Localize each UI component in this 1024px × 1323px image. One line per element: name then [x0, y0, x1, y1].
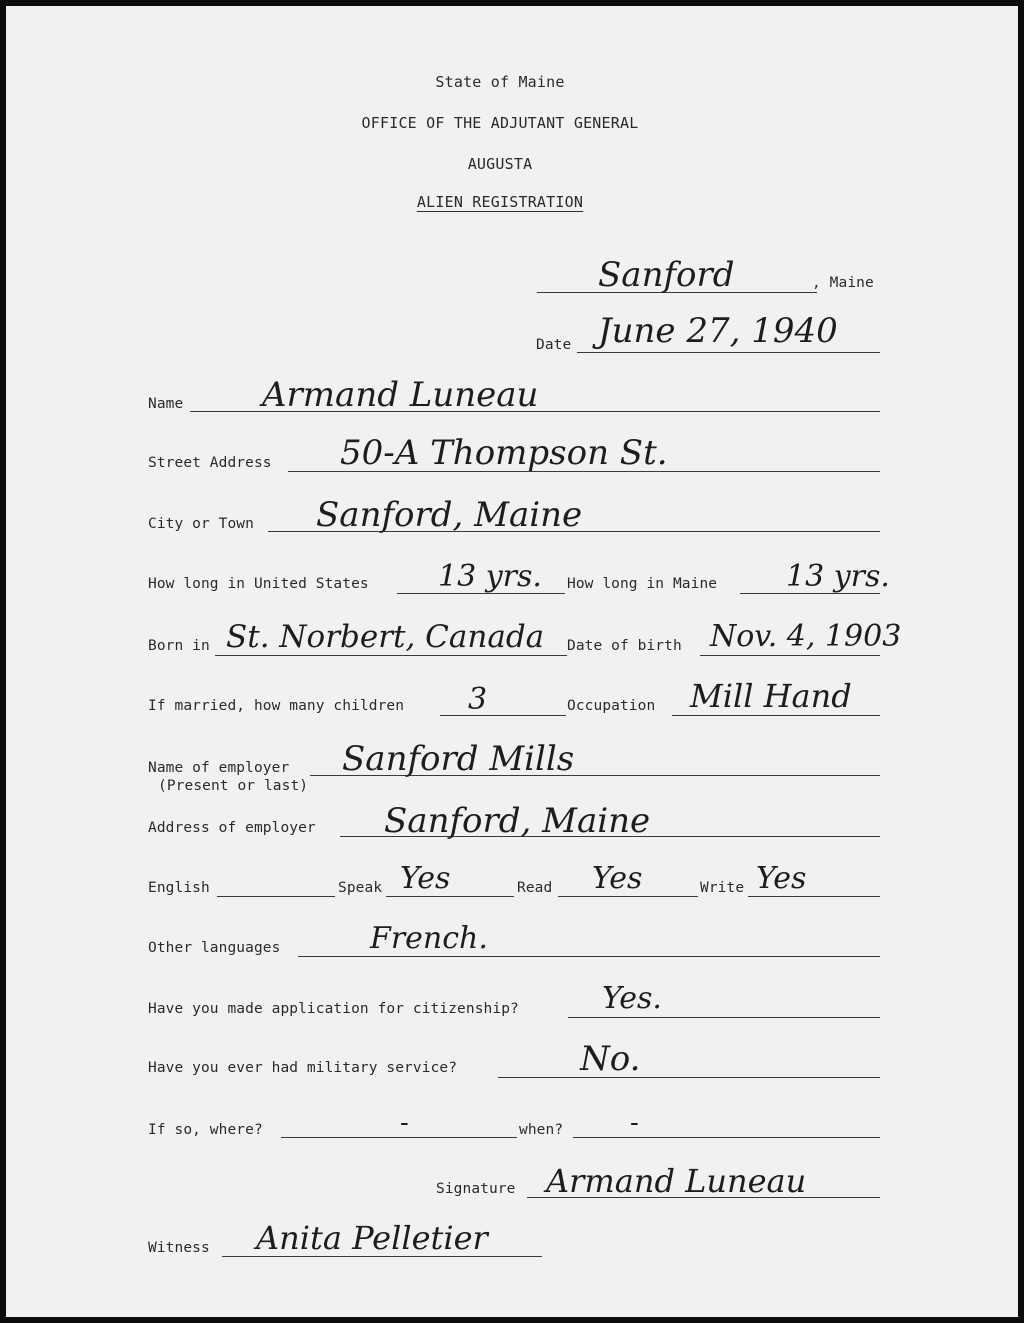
how-long-maine-label: How long in Maine — [567, 576, 718, 592]
how-long-us-value: 13 yrs. — [438, 559, 542, 594]
form-title: ALIEN REGISTRATION — [416, 193, 584, 211]
date-line — [577, 352, 880, 353]
occupation-value: Mill Hand — [690, 677, 852, 715]
occupation-label: Occupation — [567, 698, 656, 714]
write-value: Yes — [756, 861, 807, 896]
where-value: - — [400, 1108, 409, 1138]
speak-label: Speak — [338, 880, 383, 896]
occupation-line — [672, 715, 880, 716]
citizenship-label: Have you made application for citizenship? — [148, 1001, 519, 1017]
born-in-label: Born in — [148, 638, 210, 654]
date-of-birth-line — [700, 655, 880, 656]
employer-name-value: Sanford Mills — [342, 739, 575, 779]
military-line — [498, 1077, 880, 1078]
other-languages-value: French. — [370, 921, 488, 956]
speak-value: Yes — [400, 861, 451, 896]
when-label: when? — [519, 1122, 564, 1138]
signature-label: Signature — [436, 1181, 516, 1197]
street-address-label: Street Address — [148, 455, 272, 471]
city-label: City or Town — [148, 516, 254, 532]
date-value: June 27, 1940 — [598, 311, 838, 351]
children-line — [440, 715, 566, 716]
date-label: Date — [536, 337, 572, 353]
write-line — [748, 896, 880, 897]
born-in-line — [215, 655, 567, 656]
signature-value: Armand Luneau — [546, 1162, 807, 1200]
military-value: No. — [580, 1039, 641, 1079]
date-of-birth-value: Nov. 4, 1903 — [710, 619, 902, 654]
citizenship-line — [568, 1017, 880, 1018]
how-long-maine-value: 13 yrs. — [786, 559, 890, 594]
witness-value: Anita Pelletier — [256, 1219, 488, 1257]
read-line — [558, 896, 698, 897]
citizenship-value: Yes. — [602, 981, 662, 1016]
header-city: AUGUSTA — [467, 155, 533, 173]
place-value: Sanford — [598, 255, 735, 295]
maine-label: , Maine — [812, 275, 874, 291]
english-line — [217, 896, 335, 897]
english-label: English — [148, 880, 210, 896]
name-label: Name — [148, 396, 184, 412]
speak-line — [386, 896, 514, 897]
city-value: Sanford, Maine — [316, 495, 583, 535]
employer-address-label: Address of employer — [148, 820, 316, 836]
street-address-value: 50-A Thompson St. — [340, 433, 668, 473]
name-value: Armand Luneau — [262, 375, 539, 415]
other-languages-label: Other languages — [148, 940, 281, 956]
employer-address-value: Sanford, Maine — [384, 801, 651, 841]
where-label: If so, where? — [148, 1122, 263, 1138]
how-long-us-label: How long in United States — [148, 576, 369, 592]
header-office: OFFICE OF THE ADJUTANT GENERAL — [361, 114, 639, 132]
header-state: State of Maine — [435, 73, 565, 91]
when-value: - — [630, 1108, 639, 1138]
employer-note: (Present or last) — [158, 778, 309, 794]
read-label: Read — [517, 880, 553, 896]
other-languages-line — [298, 956, 880, 957]
witness-label: Witness — [148, 1240, 210, 1256]
where-line — [281, 1137, 517, 1138]
employer-name-label: Name of employer — [148, 760, 290, 776]
born-in-value: St. Norbert, Canada — [226, 619, 545, 655]
military-label: Have you ever had military service? — [148, 1060, 458, 1076]
children-value: 3 — [468, 682, 488, 717]
when-line — [573, 1137, 880, 1138]
read-value: Yes — [592, 861, 643, 896]
children-label: If married, how many children — [148, 698, 405, 714]
write-label: Write — [700, 880, 745, 896]
date-of-birth-label: Date of birth — [567, 638, 682, 654]
